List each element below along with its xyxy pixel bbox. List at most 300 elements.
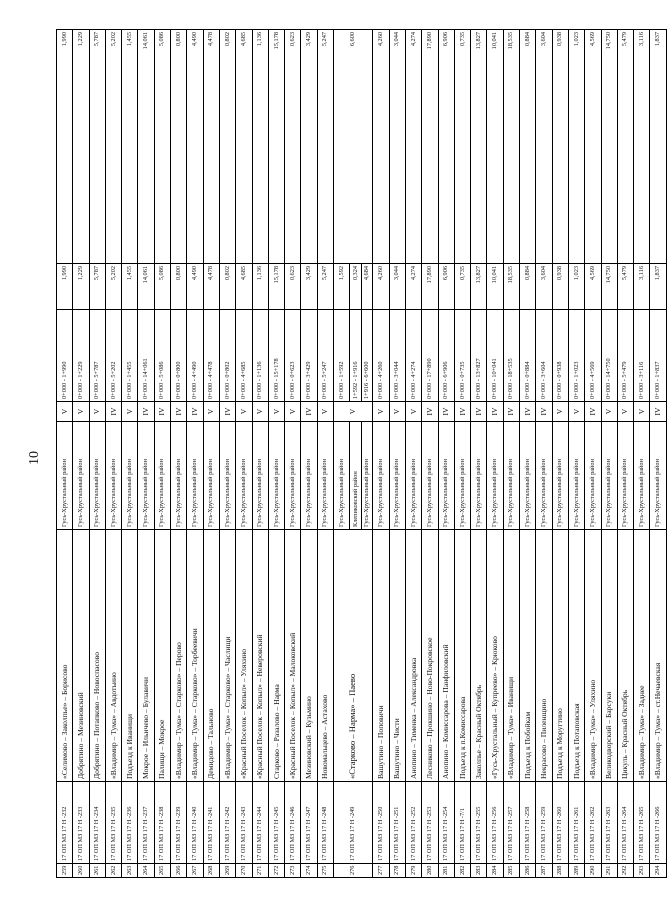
total-length: 14,750 [601,30,617,264]
row-number: 269 [219,864,235,878]
segment-length: 13,827 [471,264,487,310]
category: IV [438,402,454,422]
road-code: 17 ОП МЗ 17 Н -244 [252,782,268,864]
table-row [405,30,421,878]
table-row [154,30,170,878]
table-row [301,30,317,878]
road-name: Новомальцево – Астахово [317,530,333,782]
category: IV [138,402,154,422]
road-name: Добрятино – Потапково – Новоспасово [89,530,105,782]
segment-length: 6,906 [438,264,454,310]
row-number: 281 [438,864,454,878]
district: Гусь-Хрустальный район [317,422,333,530]
table-row [252,30,268,878]
km-range: 0+000 - 4+685 [236,310,252,402]
row-number: 263 [122,864,138,878]
km-range: 0+000 - 1+229 [73,310,89,402]
category: V [373,402,389,422]
road-name: Подъезд к п.Комиссарова [454,530,470,782]
table-row [73,30,89,878]
total-length: 0,938 [552,30,568,264]
segment-length: 4,684 [361,264,373,310]
road-name: «Владимир – Тума» – ст.Нечаевская [650,530,666,782]
road-code: 17 ОП МЗ 17 Н -242 [219,782,235,864]
district: Гусь-Хрустальный район [601,422,617,530]
road-code: 17 ОП МЗ 17 Н -239 [171,782,187,864]
segment-length: 4,274 [405,264,421,310]
total-length: 0,802 [219,30,235,264]
segment-length: 1,837 [650,264,666,310]
road-code: 17 ОП МЗ 17 Н -256 [487,782,503,864]
km-range: 0+000 - 10+041 [487,310,503,402]
row-number: 277 [373,864,389,878]
district: Гусь-Хрустальный район [650,422,666,530]
total-length: 6,906 [438,30,454,264]
road-code: 17 ОП МЗ 17 Н -262 [585,782,601,864]
total-length: 6,600 [334,30,373,264]
row-number: 293 [634,864,650,878]
road-name: Анопино – Тименка – Александровка [405,530,421,782]
row-number: 291 [601,864,617,878]
district: Гусь-Хрустальный район [454,422,470,530]
km-range: 0+000 - 6+906 [438,310,454,402]
total-length: 4,274 [405,30,421,264]
segment-length: 1,023 [568,264,584,310]
table-row [105,30,121,878]
district: Гусь-Хрустальный район [568,422,584,530]
road-name: «Гусь-Хрустальный – Купреево» – Крюково [487,530,503,782]
road-code: 17 ОП МЗ 17 Н -232 [57,782,73,864]
district: Гусь-Хрустальный район [89,422,105,530]
total-length: 14,061 [138,30,154,264]
segment-length: 4,478 [203,264,219,310]
table-row [57,30,73,878]
category: V [73,402,89,422]
category: IV [154,402,170,422]
table-row [552,30,568,878]
km-range: 0+000 - 1+990 [57,310,73,402]
total-length: 5,479 [617,30,633,264]
road-name: Заколпье – Красный Октябрь [471,530,487,782]
road-code: 17 ОП МЗ 17 Н -233 [73,782,89,864]
district: Гусь-Хрустальный район [617,422,633,530]
category: V [203,402,219,422]
category: IV [219,402,235,422]
km-range: 0+000 - 1+837 [650,310,666,402]
district: Гусь-Хрустальный район [268,422,284,530]
road-name: Демидово – Тальново [203,530,219,782]
district: Гусь-Хрустальный район [252,422,268,530]
district: Гусь-Хрустальный район [585,422,601,530]
segment-length: 5,787 [89,264,105,310]
road-name: Палищи – Мокрое [154,530,170,782]
total-length: 4,569 [585,30,601,264]
segment-length: 3,429 [301,264,317,310]
segment-length: 4,260 [373,264,389,310]
road-name: «Владимир – Тума» – Уляхино [585,530,601,782]
road-code: 17 ОП МЗ 17 Н -251 [389,782,405,864]
road-name: Мокрое – Ильичево – Булавичи [138,530,154,782]
road-code: 17 ОП МЗ 17 Н -235 [105,782,121,864]
row-number: 272 [268,864,284,878]
road-name: «Владимир – Тума» – Старково» – Перово [171,530,187,782]
segment-length: 0,623 [285,264,301,310]
total-length: 3,116 [634,30,650,264]
total-length: 5,787 [89,30,105,264]
road-name: Вашутино – Поповичи [373,530,389,782]
road-code: 17 ОП МЗ 17 Н -252 [405,782,421,864]
road-name: Анопино – Комиссарова – Панфиловский [438,530,454,782]
table-row [389,30,405,878]
segment-length: 4,569 [585,264,601,310]
category: IV [650,402,666,422]
total-length: 3,604 [536,30,552,264]
district: Гусь-Хрустальный район [301,422,317,530]
district: Гусь-Хрустальный район [503,422,519,530]
km-range: 0+000 - 5+787 [89,310,105,402]
segment-length: 0,938 [552,264,568,310]
row-number: 260 [73,864,89,878]
total-length: 4,490 [187,30,203,264]
row-number: 278 [389,864,405,878]
road-name: Великодворский – Барсуки [601,530,617,782]
road-name: Мезиновский – Кузьмино [301,530,317,782]
document-page [56,30,663,878]
table-row [138,30,154,878]
category: IV [585,402,601,422]
table-row [634,30,650,878]
table-row [585,30,601,878]
total-length: 15,178 [268,30,284,264]
district: Гусь-Хрустальный район [552,422,568,530]
segment-length: 3,116 [634,264,650,310]
km-range: 0+000 - 0+938 [552,310,568,402]
table-row [89,30,105,878]
row-number: 285 [503,864,519,878]
segment-length: 3,604 [536,264,552,310]
table-row [373,30,389,878]
category: V [122,402,138,422]
category: V [285,402,301,422]
district: Гусь-Хрустальный район [154,422,170,530]
table-row [187,30,203,878]
row-number: 266 [171,864,187,878]
segment-length: 5,479 [617,264,633,310]
category: V [568,402,584,422]
category: IV [187,402,203,422]
category: V [634,402,650,422]
category: V [268,402,284,422]
row-number: 264 [138,864,154,878]
category: V [617,402,633,422]
row-number: 275 [317,864,333,878]
total-length: 5,086 [154,30,170,264]
segment-length: 0,800 [171,264,187,310]
road-code: 17 ОП МЗ 17 Н -234 [89,782,105,864]
table-row [422,30,438,878]
row-number: 267 [187,864,203,878]
page-number: 10 [27,451,42,465]
district: Гусь-Хрустальный район [487,422,503,530]
table-row [171,30,187,878]
road-code: 17 ОП МЗ 17 Н -257 [503,782,519,864]
table-row [317,30,333,878]
district: Гусь-Хрустальный район [219,422,235,530]
km-range: 0+000 - 1+455 [122,310,138,402]
total-length: 0,735 [454,30,470,264]
row-number: 282 [454,864,470,878]
table-row [536,30,552,878]
category: V [317,402,333,422]
row-number: 268 [203,864,219,878]
km-range: 0+000 - 13+827 [471,310,487,402]
road-code: 17 ОП МЗ 17 Н -243 [236,782,252,864]
category: IV [487,402,503,422]
km-range: 0+000 - 1+136 [252,310,268,402]
district: Гусь-Хрустальный район [236,422,252,530]
segment-length: 4,685 [236,264,252,310]
road-code: 17 ОП МЗ 17 Н -255 [471,782,487,864]
segment-length: 1,592 [334,264,350,310]
row-number: 265 [154,864,170,878]
road-code: 17 ОП МЗ 17 Н -253 [422,782,438,864]
district: Гусь-Хрустальный район [373,422,389,530]
row-number: 289 [568,864,584,878]
road-code: 17 ОП МЗ 17 Н -261 [568,782,584,864]
road-code: 17 ОП МЗ 17 Н -263 [601,782,617,864]
segment-length: 1,136 [252,264,268,310]
segment-length: 5,202 [105,264,121,310]
road-code: 17 ОП МЗ 17 Н -247 [301,782,317,864]
road-name: Цикуль – Красный Октябрь [617,530,633,782]
road-name: Подъезд к Моругтино [552,530,568,782]
category: IV [503,402,519,422]
table-row [617,30,633,878]
road-code: 17 ОП МЗ 17 Н -238 [154,782,170,864]
road-code: 17 ОП МЗ 17 Н -248 [317,782,333,864]
km-range: 0+000 - 5+202 [105,310,121,402]
road-code: 17 ОП МЗ 17 Н -245 [268,782,284,864]
km-range: 0+000 - 4+260 [373,310,389,402]
district: Гусь-Хрустальный район [105,422,121,530]
km-range: 0+000 - 5+479 [617,310,633,402]
district: Гусь-Хрустальный район [334,422,350,530]
road-name: Подъезд к Побойкам [520,530,536,782]
road-code: 17 ОП МЗ 17 Н -237 [138,782,154,864]
total-length: 0,800 [171,30,187,264]
road-name: «Красный Поселок – Копыл» – Малоковский [285,530,301,782]
road-name: Вашутино – Чисти [389,530,405,782]
district: Гусь-Хрустальный район [171,422,187,530]
km-range: 0+000 - 15+178 [268,310,284,402]
category: IV [422,402,438,422]
table-row [503,30,519,878]
rotated-road-table-container [56,30,663,878]
district: Клепиковский район [350,422,362,530]
road-name: Подъезд к Иванищи [122,530,138,782]
district: Гусь-Хрустальный район [361,422,373,530]
km-range: 0+000 - 5+086 [154,310,170,402]
row-number: 288 [552,864,568,878]
road-name: «Владимир – Тума» – Авдотьино [105,530,121,782]
road-code: 17 ОП МЗ 17 Н -266 [650,782,666,864]
row-number: 259 [57,864,73,878]
km-range: 0+000 - 3+116 [634,310,650,402]
total-length: 3,044 [389,30,405,264]
row-number: 294 [650,864,666,878]
district: Гусь-Хрустальный район [122,422,138,530]
table-row [203,30,219,878]
km-range: 0+000 - 1+592 [334,310,350,402]
row-number: 273 [285,864,301,878]
category: V [405,402,421,422]
district: Гусь-Хрустальный район [57,422,73,530]
category: V [252,402,268,422]
road-code: 17 ОП МЗ 17 Н -265 [634,782,650,864]
segment-length: 1,229 [73,264,89,310]
district: Гусь-Хрустальный район [187,422,203,530]
row-number: 270 [236,864,252,878]
category: IV [520,402,536,422]
table-row [471,30,487,878]
km-range: 0+000 - 3+429 [301,310,317,402]
road-name: «Владимир – Тума» – Старково» – Торбеевичи [187,530,203,782]
category: V [389,402,405,422]
total-length: 5,202 [105,30,121,264]
segment-length: 3,044 [389,264,405,310]
row-number: 290 [585,864,601,878]
total-length: 4,478 [203,30,219,264]
segment-length: 1,990 [57,264,73,310]
km-range: 0+000 - 0+623 [285,310,301,402]
road-name: «Селимово – Заколпье» – Борисово [57,530,73,782]
road-code: 17 ОП МЗ 17 Н -249 [334,782,373,864]
row-number: 292 [617,864,633,878]
total-length: 1,837 [650,30,666,264]
segment-length: 0,324 [350,264,362,310]
district: Гусь-Хрустальный район [405,422,421,530]
total-length: 18,535 [503,30,519,264]
total-length: 3,429 [301,30,317,264]
segment-length: 4,490 [187,264,203,310]
row-number: 262 [105,864,121,878]
row-number: 287 [536,864,552,878]
district: Гусь-Хрустальный район [389,422,405,530]
district: Гусь-Хрустальный район [438,422,454,530]
category: IV [454,402,470,422]
total-length: 0,623 [285,30,301,264]
road-name: «Владимир – Тума» – Иванищи [503,530,519,782]
km-range: 1+916 - 6+600 [361,310,373,402]
segment-length: 15,178 [268,264,284,310]
row-number: 279 [405,864,421,878]
segment-length: 18,535 [503,264,519,310]
district: Гусь-Хрустальный район [471,422,487,530]
road-name: «Владимир – Тума» – Старково» – Часлищи [219,530,235,782]
km-range: 0+000 - 0+802 [219,310,235,402]
road-code: 17 ОП МЗ 17 Н -254 [438,782,454,864]
category: IV [105,402,121,422]
km-range: 0+000 - 5+247 [317,310,333,402]
total-length: 10,041 [487,30,503,264]
district: Гусь-Хрустальный район [138,422,154,530]
road-code: 17 ОП МЗ 17 Н -259 [536,782,552,864]
category: IV [471,402,487,422]
km-range: 0+000 - 17+890 [422,310,438,402]
row-number: 280 [422,864,438,878]
row-number: 261 [89,864,105,878]
table-row [122,30,138,878]
total-length: 17,890 [422,30,438,264]
table-row [650,30,666,878]
total-length: 1,229 [73,30,89,264]
district: Гусь-Хрустальный район [73,422,89,530]
road-code: 17 ОП МЗ 17 Н -264 [617,782,633,864]
km-range: 0+000 - 4+274 [405,310,421,402]
category: V [601,402,617,422]
road-name: Добрятино – Мезиновский [73,530,89,782]
km-range: 0+000 - 14+061 [138,310,154,402]
table-row [438,30,454,878]
table-row [334,30,350,878]
road-name: «Владимир – Тума» – Заднее [634,530,650,782]
district: Гусь-Хрустальный район [520,422,536,530]
km-range: 0+000 - 3+604 [536,310,552,402]
segment-length: 10,041 [487,264,503,310]
category: IV [171,402,187,422]
district: Гусь-Хрустальный район [203,422,219,530]
district: Гусь-Хрустальный район [536,422,552,530]
table-row [268,30,284,878]
row-number: 284 [487,864,503,878]
km-range: 0+000 - 4+569 [585,310,601,402]
km-range: 0+000 - 0+735 [454,310,470,402]
total-length: 1,455 [122,30,138,264]
km-range: 0+000 - 0+884 [520,310,536,402]
segment-length: 0,802 [219,264,235,310]
road-code: 17 ОП МЗ 17 Н -260 [552,782,568,864]
segment-length: 14,750 [601,264,617,310]
category: IV [301,402,317,422]
total-length: 4,685 [236,30,252,264]
table-row [520,30,536,878]
category: V [57,402,73,422]
road-code: 17 ОП МЗ 17 Н -241 [203,782,219,864]
district: Гусь-Хрустальный район [422,422,438,530]
table-row [236,30,252,878]
road-name: «Красный Поселок – Копыл» – Неверовский [252,530,268,782]
table-row [568,30,584,878]
total-length: 1,136 [252,30,268,264]
km-range: 0+000 - 18+535 [503,310,519,402]
row-number: 286 [520,864,536,878]
total-length: 5,247 [317,30,333,264]
road-code: 17 ОП МЗ 17 Н -236 [122,782,138,864]
road-code: 17 ОП МЗ 17 Н -246 [285,782,301,864]
segment-length: 0,735 [454,264,470,310]
km-range: 1+592 - 1+916 [350,310,362,402]
segment-length: 0,884 [520,264,536,310]
table-row [285,30,301,878]
segment-length: 17,890 [422,264,438,310]
category: IV [536,402,552,422]
row-number: 274 [301,864,317,878]
km-range: 0+000 - 4+478 [203,310,219,402]
road-code: 17 ОП МЗ 17 Н -258 [520,782,536,864]
category: V [89,402,105,422]
segment-length: 14,061 [138,264,154,310]
total-length: 0,884 [520,30,536,264]
